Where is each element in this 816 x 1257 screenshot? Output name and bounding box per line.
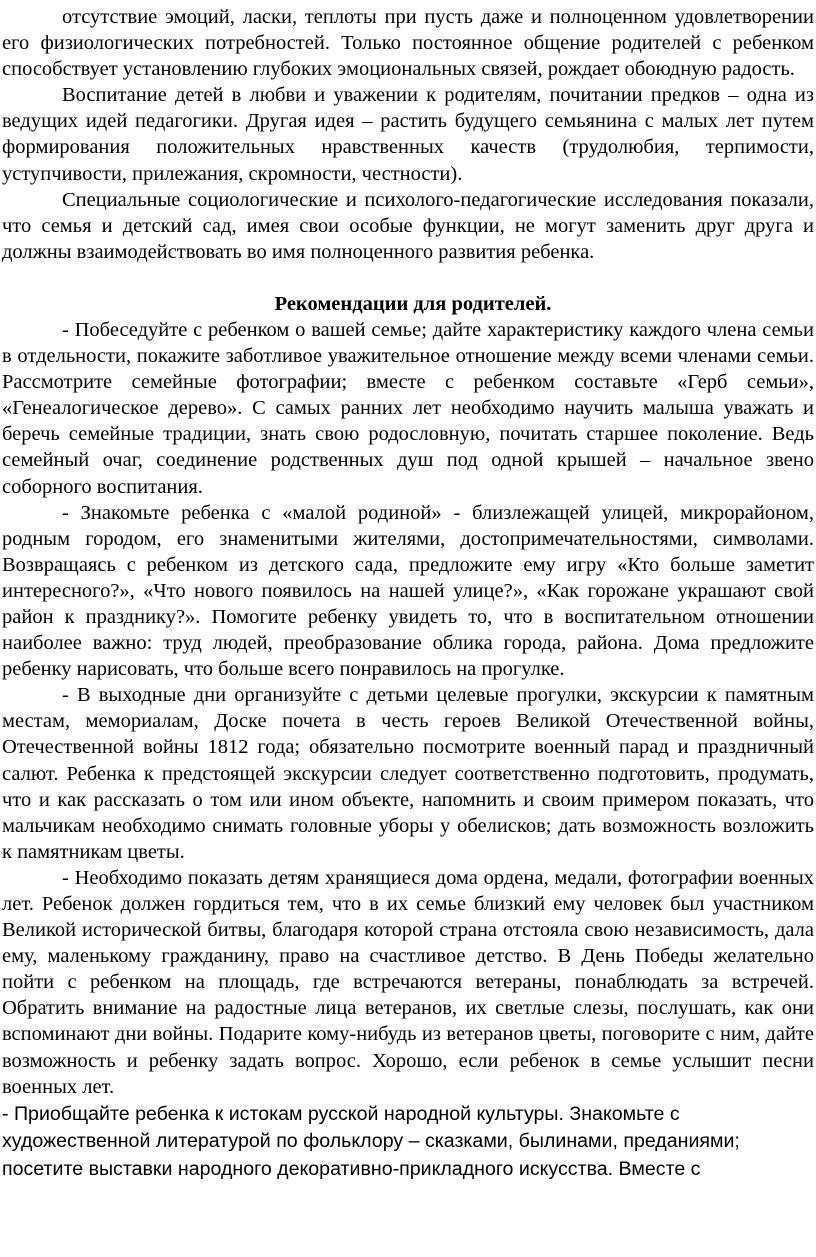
intro-paragraph-continuation: отсутствие эмоций, ласки, теплоты при пусть даже и полноценном удовлетворении его физиологических потребностей. Только постоянное общение родителей с ребенком способствует установлению глубоких эмоциональных связей, рождает обоюдную радость. — [2, 6, 814, 81]
recommendation-paragraph: - Необходимо показать детям хранящиеся дома ордена, медали, фотографии военных лет. Ребенок должен гордиться тем, что в их семье близкий ему человек был участником Великой исторической битвы, благодаря которой страна отстояла свою независимость, дала ему, маленькому гражданину, право на счастливое детство. В День Победы желательно пойти с ребенком на площадь, где встречаются ветераны, понаблюдать за встречей. Обратить внимание на радостные лица ветеранов, их светлые слезы, послушать, как они вспоминают дни войны. Подарите кому-нибудь из ветеранов цветы, поговорите с ним, дайте возможность и ребенку задать вопрос. Хорошо, если ребенок в семье услышит песни военных лет. — [2, 866, 814, 1098]
recommendation-sans-block — [2, 1101, 814, 1184]
intro-paragraph: Специальные социологические и психолого-педагогические исследования показали, что семья и детский сад, имея свои особые функции, не могут заменить друг друга и должны взаимодействовать во имя полноценного развития ребенка. — [2, 188, 814, 263]
recommendation-paragraph: - Побеседуйте с ребенком о вашей семье; дайте характеристику каждого члена семьи в отдельности, покажите заботливое уважительное отношение между всеми членами семьи. Рассмотрите семейные фотографии; вместе с ребенком составьте «Герб семьи», «Генеалогическое дерево». С самых ранних лет необходимо научить малыша уважать и беречь семейные традиции, знать свою родословную, почитать старшее поколение. Ведь семейный очаг, соединение родственных душ под одной крышей – начальное звено соборного воспитания. — [2, 318, 814, 498]
recommendation-paragraph: - Знакомьте ребенка с «малой родиной» - близлежащей улицей, микрорайоном, родным городом, его знаменитыми жителями, достопримечательностями, символами. Возвращаясь с ребенком из детского сада, предложите ему игру «Кто больше заметит интересного?», «Что нового появилось на нашей улице?», «Как горожане украшают свой район к празднику?». Помогите ребенку увидеть то, что в воспитательном отношении наиболее важно: труд людей, преобразование облика города, района. Дома предложите ребенку нарисовать, что больше всего понравилось на прогулке. — [2, 501, 814, 681]
recommendation-paragraph-last: - Приобщайте ребенка к истокам русской народной культуры. Знакомьте с художественной литературой по фольклору – сказками, былинами, преданиями; посетите выставки народного декоративно-прикладного искусства. Вместе с — [2, 1102, 740, 1180]
blank-line — [2, 265, 814, 291]
recommendation-paragraph: - В выходные дни организуйте с детьми целевые прогулки, экскурсии к памятным местам, мемориалам, Доске почета в честь героев Великой Отечественной войны, Отечественной войны 1812 года; обязательно посмотрите военный парад и праздничный салют. Ребенка к предстоящей экскурсии следует соответственно подготовить, продумать, что и как рассказать о том или ином объекте, напомнить и своим примером показать, что мальчикам необходимо снимать головные уборы у обелисков; дать возможность возложить к памятникам цветы. — [2, 684, 814, 863]
section-title: Рекомендации для родителей. — [274, 292, 552, 315]
intro-paragraph: Воспитание детей в любви и уважении к родителям, почитании предков – одна из ведущих идей педагогики. Другая идея – растить будущего семьянина с малых лет путем формирования положительных нравственных качеств (трудолюбия, терпимости, уступчивости, прилежания, скромности, честности). — [2, 84, 814, 185]
